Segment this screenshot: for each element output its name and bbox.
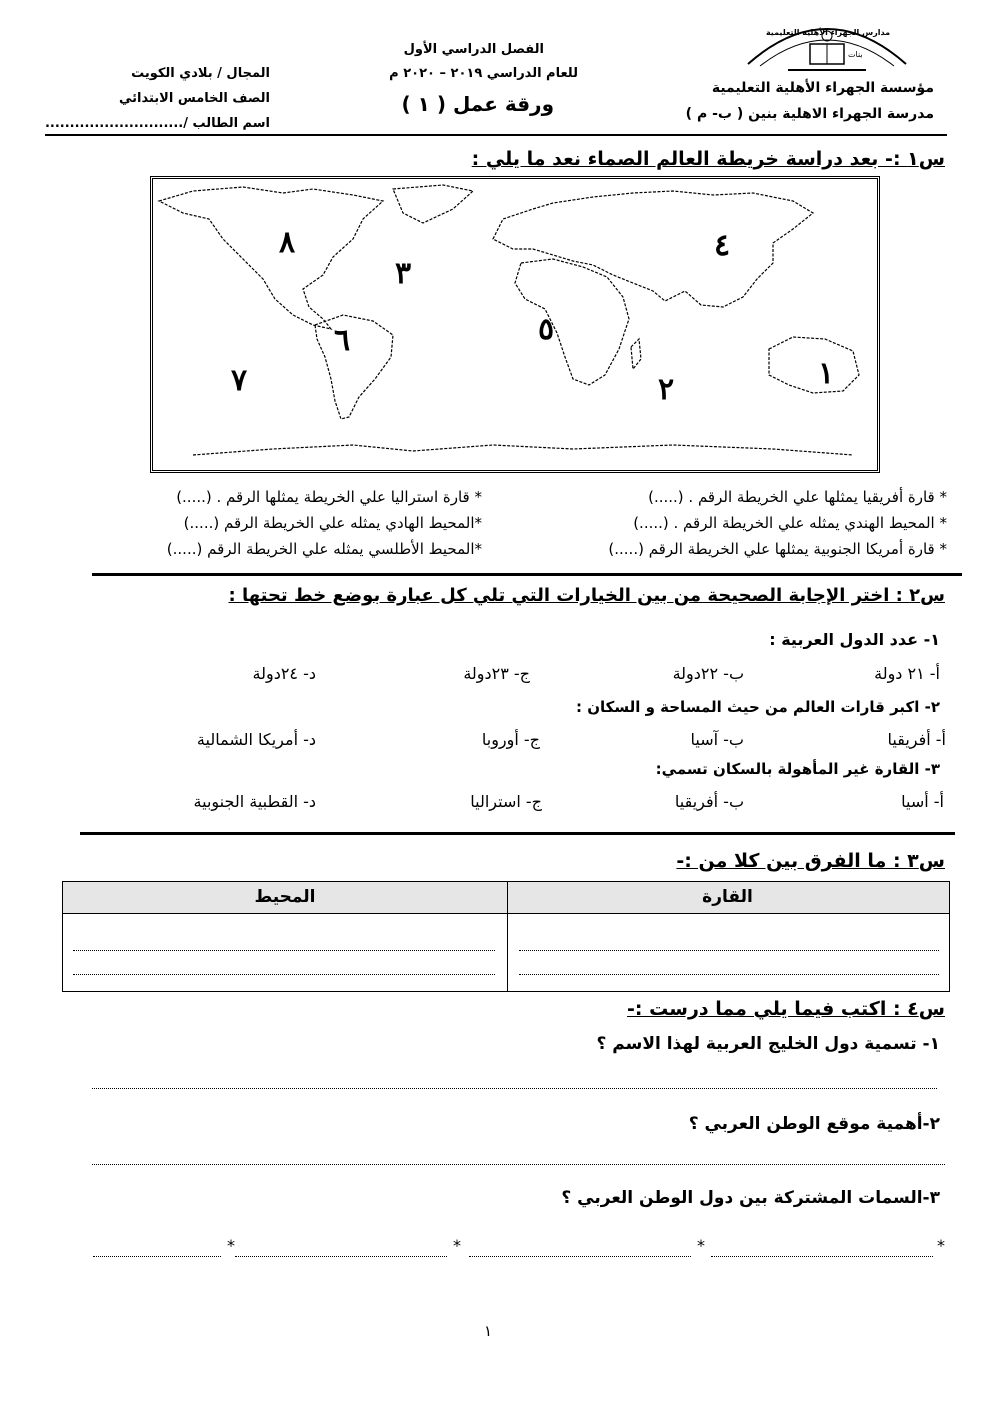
q2-q1-option-c: ج- ٢٣دولة xyxy=(463,664,530,683)
q2-q3-option-c: ج- استراليا xyxy=(470,792,542,811)
map-label-7: ٧ xyxy=(231,363,248,398)
q2-q1-option-b: ب- ٢٢دولة xyxy=(672,664,744,683)
q4-question-2: ٢-أهمية موقع الوطن العربي ؟ xyxy=(688,1114,940,1134)
q4-star-blank-3[interactable] xyxy=(235,1256,447,1257)
q2-q1-option-d: د- ٢٤دولة xyxy=(252,664,316,683)
q4-star-blank-4[interactable] xyxy=(93,1256,221,1257)
school-logo xyxy=(728,14,926,76)
q3-answer-line-ocean-1[interactable] xyxy=(73,950,495,951)
south-america-shape xyxy=(315,315,393,419)
header-divider xyxy=(45,134,947,136)
q3-col-continent: القارة xyxy=(702,887,753,907)
q2-q3-option-a: أ- أسيا xyxy=(901,792,944,811)
greenland-shape xyxy=(393,185,473,223)
map-label-1: ١ xyxy=(818,356,835,391)
world-map xyxy=(150,176,880,473)
madagascar-shape xyxy=(631,339,641,369)
q4-answer-line-1[interactable] xyxy=(92,1088,937,1089)
term: الفصل الدراسي الأول xyxy=(403,42,544,57)
star-marker-icon: * xyxy=(937,1236,945,1255)
q2-q2-option-c: ج- أوروبا xyxy=(481,730,540,749)
school-name: مدرسة الجهراء الاهلية بنين ( ب- م ) xyxy=(685,106,934,122)
q1-divider xyxy=(92,573,962,576)
page-number: ١ xyxy=(484,1322,493,1340)
q2-q3-option-d: د- القطبية الجنوبية xyxy=(193,792,316,811)
africa-shape xyxy=(515,259,629,385)
worksheet-title: ورقة عمل ( ١ ) xyxy=(401,92,554,116)
australia-shape xyxy=(769,337,859,393)
map-label-3: ٣ xyxy=(395,256,412,291)
q2-q2-option-b: ب- آسيا xyxy=(690,730,744,749)
q4-question-1: ١- تسمية دول الخليج العربية لهذا الاسم ؟ xyxy=(596,1034,940,1054)
q2-question-1: ١- عدد الدول العربية : xyxy=(769,630,940,649)
q2-question-3: ٣- القارة غير المأهولة بالسكان تسمي: xyxy=(655,760,940,778)
star-marker-icon: * xyxy=(227,1236,235,1255)
logo-text: مدارس الجهراء الأهلية التعليمية xyxy=(765,28,891,37)
q2-q2-option-d: د- أمريكا الشمالية xyxy=(196,730,316,749)
q3-answer-line-continent-2[interactable] xyxy=(519,974,939,975)
q2-title: س٢ : اختر الإجابة الصحيحة من بين الخيارات التي تلي كل عبارة بوضع خط تحتها : xyxy=(228,585,945,606)
q1-item-south-america: * قارة أمريكا الجنوبية يمثلها علي الخريطة الرقم (.....) xyxy=(608,540,947,558)
logo-subtext: بنات xyxy=(848,50,863,59)
school-institution: مؤسسة الجهراء الأهلية التعليمية xyxy=(711,80,934,96)
star-marker-icon: * xyxy=(453,1236,461,1255)
student-name: اسم الطالب /............................ xyxy=(44,116,270,131)
q4-star-blank-1[interactable] xyxy=(711,1256,933,1257)
q3-col-ocean: المحيط xyxy=(254,887,316,907)
q3-answer-line-ocean-2[interactable] xyxy=(73,974,495,975)
grade: الصف الخامس الابتدائي xyxy=(118,91,270,106)
q3-table xyxy=(62,881,950,992)
q4-star-blank-2[interactable] xyxy=(469,1256,691,1257)
q4-answer-line-2[interactable] xyxy=(92,1164,945,1165)
map-label-6: ٦ xyxy=(334,323,351,358)
q2-q1-option-a: أ- ٢١ دولة xyxy=(874,664,940,683)
map-label-8: ٨ xyxy=(279,225,296,260)
north-america-shape xyxy=(159,187,383,329)
eurasia-shape xyxy=(493,191,813,307)
q2-divider xyxy=(80,832,955,835)
q2-question-2: ٢- اكبر قارات العالم من حيث المساحة و السكان : xyxy=(575,698,940,716)
subject: المجال / بلادي الكويت xyxy=(131,66,270,81)
q4-answer-starred-line xyxy=(92,1236,945,1260)
q1-item-africa: * قارة أفريقيا يمثلها علي الخريطة الرقم . (.....) xyxy=(648,488,947,506)
logo-emblem-icon xyxy=(728,14,926,76)
star-marker-icon: * xyxy=(697,1236,705,1255)
q4-title: س٤ : اكتب فيما يلي مما درست :- xyxy=(627,998,945,1020)
q3-title: س٣ : ما الفرق بين كلا من :- xyxy=(676,850,945,872)
map-label-2: ٢ xyxy=(658,372,675,407)
academic-year: للعام الدراسي ٢٠١٩ – ٢٠٢٠ م xyxy=(389,66,578,81)
antarctica-shape xyxy=(193,445,853,455)
q1-title: س١ :- بعد دراسة خريطة العالم الصماء نعد ما يلي : xyxy=(471,148,945,170)
q1-item-pacific: *المحيط الهادي يمثله علي الخريطة الرقم (.....) xyxy=(183,514,482,532)
q3-answer-line-continent-1[interactable] xyxy=(519,950,939,951)
world-map-outline xyxy=(153,179,877,470)
q2-q2-option-a: أ- أفريقيا xyxy=(887,730,946,749)
q1-item-australia: * قارة استراليا علي الخريطة يمثلها الرقم . (.....) xyxy=(176,488,482,506)
map-label-5: ٥ xyxy=(538,312,555,347)
q2-q3-option-b: ب- أفريقيا xyxy=(674,792,744,811)
map-label-4: ٤ xyxy=(714,228,731,263)
q4-question-3: ٣-السمات المشتركة بين دول الوطن العربي ؟ xyxy=(561,1188,940,1208)
q1-item-atlantic: *المحيط الأطلسي يمثله علي الخريطة الرقم (.....) xyxy=(166,540,482,558)
q1-item-indian: * المحيط الهندي يمثله علي الخريطة الرقم . (.....) xyxy=(633,514,947,532)
